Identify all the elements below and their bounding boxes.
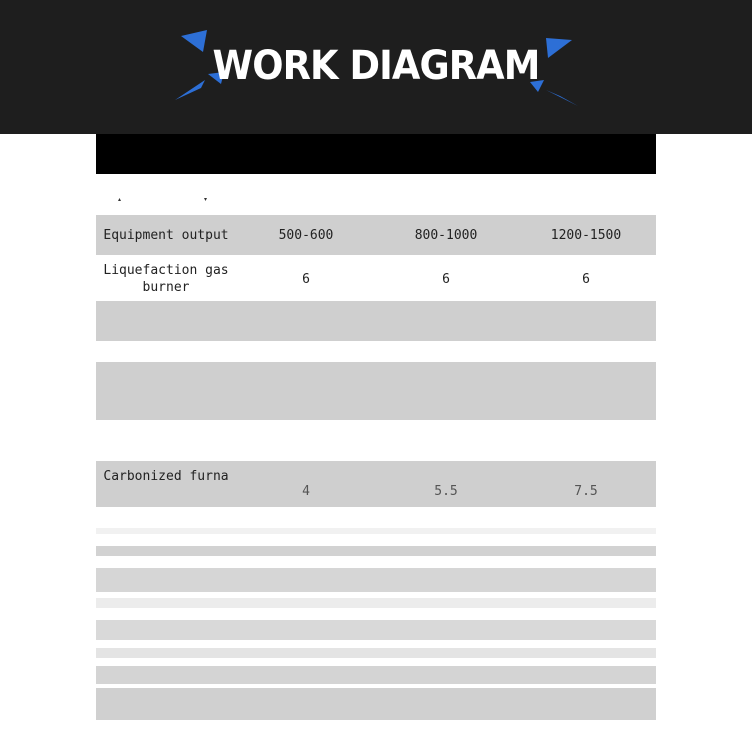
header-banner (0, 0, 752, 134)
faint-mark: ▾ (204, 197, 208, 203)
table-cell: 500-600 (278, 227, 334, 243)
faded-stripe (96, 546, 656, 556)
triangle-decoration-icon (546, 90, 578, 106)
faded-stripe (96, 688, 656, 720)
table-cell: 6 (582, 271, 590, 287)
table-cell: 800-1000 (414, 227, 478, 243)
table-row (96, 215, 656, 255)
table-header-bar (96, 134, 656, 174)
row-label: Carbonized furna (103, 469, 229, 484)
page-title: WORK DIAGRAM (212, 43, 540, 89)
faded-stripe (96, 528, 656, 534)
faded-stripe (96, 620, 656, 640)
row-label: Liquefaction gas burner (103, 263, 229, 295)
faded-stripe (96, 648, 656, 658)
table-row (96, 461, 656, 507)
table-cell: 5.5 (434, 483, 458, 499)
table-cell: 1200-1500 (550, 227, 622, 243)
faded-stripe (96, 598, 656, 608)
table-cell: 7.5 (574, 483, 598, 499)
table-cell: 6 (302, 271, 310, 287)
table-row-blank (96, 301, 656, 341)
table-row-blank (96, 362, 656, 420)
faded-stripe (96, 568, 656, 592)
faint-mark: ▴ (118, 197, 122, 203)
table-row (96, 257, 656, 301)
faded-stripe (96, 666, 656, 684)
row-label: Equipment output (103, 227, 229, 243)
table-cell: 6 (442, 271, 450, 287)
table-cell: 4 (302, 483, 310, 499)
